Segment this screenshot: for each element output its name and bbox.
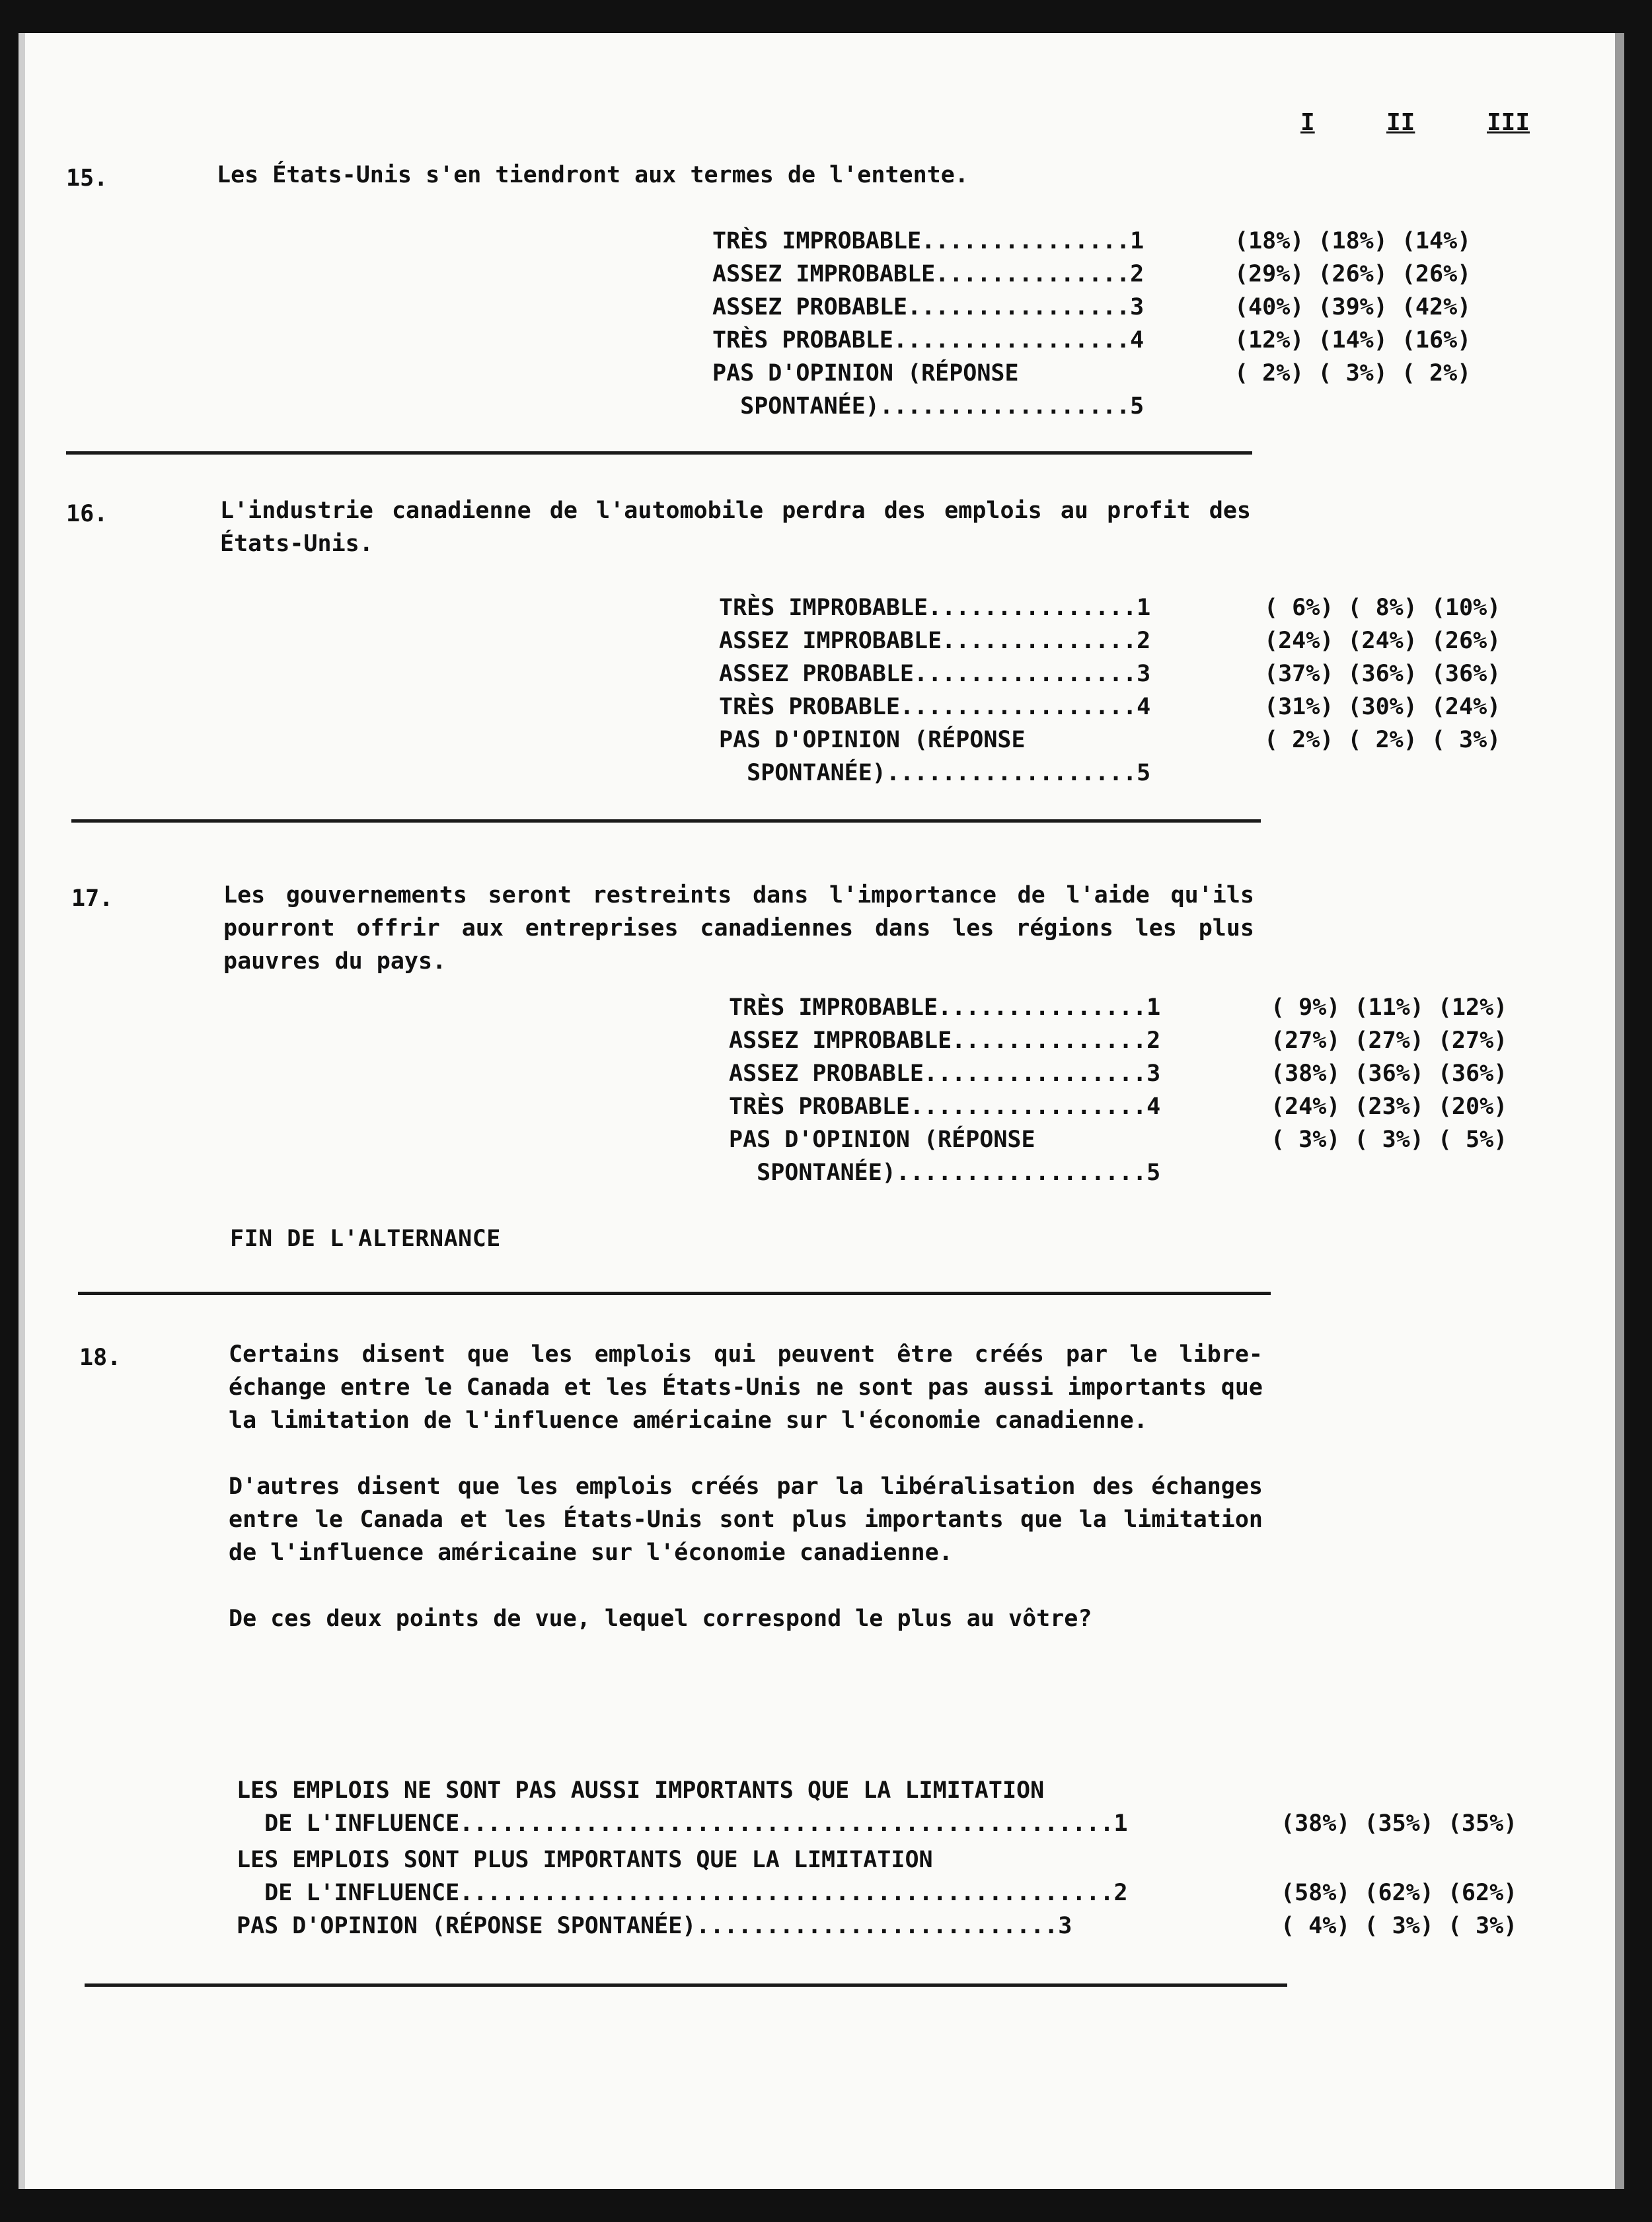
option-label: ASSEZ PROBABLE................3 [729, 1060, 1161, 1087]
option-percentages: (40%) (39%) (42%) [1234, 294, 1472, 320]
question-number: 17. [71, 885, 114, 912]
option-percentages: ( 6%) ( 8%) (10%) [1264, 595, 1501, 621]
option-percentages: ( 2%) ( 2%) ( 3%) [1264, 727, 1501, 753]
option-percentages: (29%) (26%) (26%) [1234, 261, 1472, 287]
option-percentages: ( 4%) ( 3%) ( 3%) [1281, 1913, 1518, 1939]
option-label: TRÈS PROBABLE.................4 [719, 694, 1151, 720]
option-label: ASSEZ IMPROBABLE..............2 [729, 1027, 1161, 1054]
column-header-III: III [1487, 109, 1530, 136]
section-divider [85, 1983, 1287, 1987]
option-percentages: (38%) (35%) (35%) [1281, 1810, 1518, 1837]
option-label: ASSEZ IMPROBABLE..............2 [712, 261, 1145, 287]
option-percentages: (24%) (24%) (26%) [1264, 628, 1501, 654]
option-label: TRÈS IMPROBABLE...............1 [719, 595, 1151, 621]
option-percentages: (37%) (36%) (36%) [1264, 661, 1501, 687]
option-label: LES EMPLOIS NE SONT PAS AUSSI IMPORTANTS QUE LA LIMITATION DE L'INFLUENCE...............................................1 [237, 1777, 1128, 1837]
option-label: PAS D'OPINION (RÉPONSE SPONTANÉE)..................5 [712, 360, 1145, 420]
option-percentages: (12%) (14%) (16%) [1234, 327, 1472, 353]
option-label: ASSEZ PROBABLE................3 [719, 661, 1151, 687]
question-text [220, 494, 1251, 560]
option-label: LES EMPLOIS SONT PLUS IMPORTANTS QUE LA LIMITATION DE L'INFLUENCE...............................................2 [237, 1847, 1128, 1906]
question-number: 16. [66, 501, 108, 527]
question-text [223, 879, 1254, 978]
question-paragraph: D'autres disent que les emplois créés par la libéralisation des échanges entre le Canada et les États-Unis sont plus importants que la limitation de l'influence américaine sur l'économie canadienne. [229, 1473, 1263, 1566]
page-fold-shadow [19, 33, 25, 2189]
page-edge [1615, 33, 1624, 2189]
option-percentages: (24%) (23%) (20%) [1271, 1093, 1508, 1120]
option-percentages: ( 3%) ( 3%) ( 5%) [1271, 1127, 1508, 1153]
option-label: TRÈS IMPROBABLE...............1 [712, 228, 1145, 254]
section-divider [66, 451, 1252, 455]
option-label: PAS D'OPINION (RÉPONSE SPONTANÉE)..........................3 [237, 1913, 1072, 1939]
question-paragraph: Certains disent que les emplois qui peuvent être créés par le libre-échange entre le Canada et les États-Unis ne sont pas aussi importants que la limitation de l'influence américaine sur l'économie canadienne. [229, 1341, 1263, 1434]
column-header-I: I [1300, 109, 1315, 136]
question-paragraph: De ces deux points de vue, lequel correspond le plus au vôtre? [229, 1606, 1092, 1632]
option-label: ASSEZ PROBABLE................3 [712, 294, 1145, 320]
section-divider [71, 819, 1261, 823]
question-paragraph: Les États-Unis s'en tiendront aux termes de l'entente. [217, 162, 969, 188]
option-label: TRÈS IMPROBABLE...............1 [729, 994, 1161, 1021]
question-text [229, 1338, 1263, 1635]
option-percentages: (27%) (27%) (27%) [1271, 1027, 1508, 1054]
option-percentages: (58%) (62%) (62%) [1281, 1880, 1518, 1906]
question-number: 15. [66, 165, 108, 192]
option-percentages: ( 2%) ( 3%) ( 2%) [1234, 360, 1472, 387]
option-percentages: (38%) (36%) (36%) [1271, 1060, 1508, 1087]
question-paragraph: Les gouvernements seront restreints dans l'importance de l'aide qu'ils pourront offrir aux entreprises canadiennes dans les régions les plus pauvres du pays. [223, 882, 1254, 975]
option-percentages: (18%) (18%) (14%) [1234, 228, 1472, 254]
question-number: 18. [79, 1345, 122, 1371]
option-label: PAS D'OPINION (RÉPONSE SPONTANÉE)..................5 [729, 1127, 1161, 1186]
document-page [19, 33, 1624, 2189]
end-alternation-note: FIN DE L'ALTERNANCE [230, 1226, 501, 1252]
option-label: PAS D'OPINION (RÉPONSE SPONTANÉE)..................5 [719, 727, 1151, 786]
section-divider [78, 1292, 1271, 1295]
option-label: TRÈS PROBABLE.................4 [712, 327, 1145, 353]
option-label: TRÈS PROBABLE.................4 [729, 1093, 1161, 1120]
option-percentages: (31%) (30%) (24%) [1264, 694, 1501, 720]
option-label: ASSEZ IMPROBABLE..............2 [719, 628, 1151, 654]
column-header-II: II [1386, 109, 1415, 136]
question-paragraph: L'industrie canadienne de l'automobile perdra des emplois au profit des États-Unis. [220, 498, 1251, 557]
option-percentages: ( 9%) (11%) (12%) [1271, 994, 1508, 1021]
question-text [217, 159, 1248, 192]
